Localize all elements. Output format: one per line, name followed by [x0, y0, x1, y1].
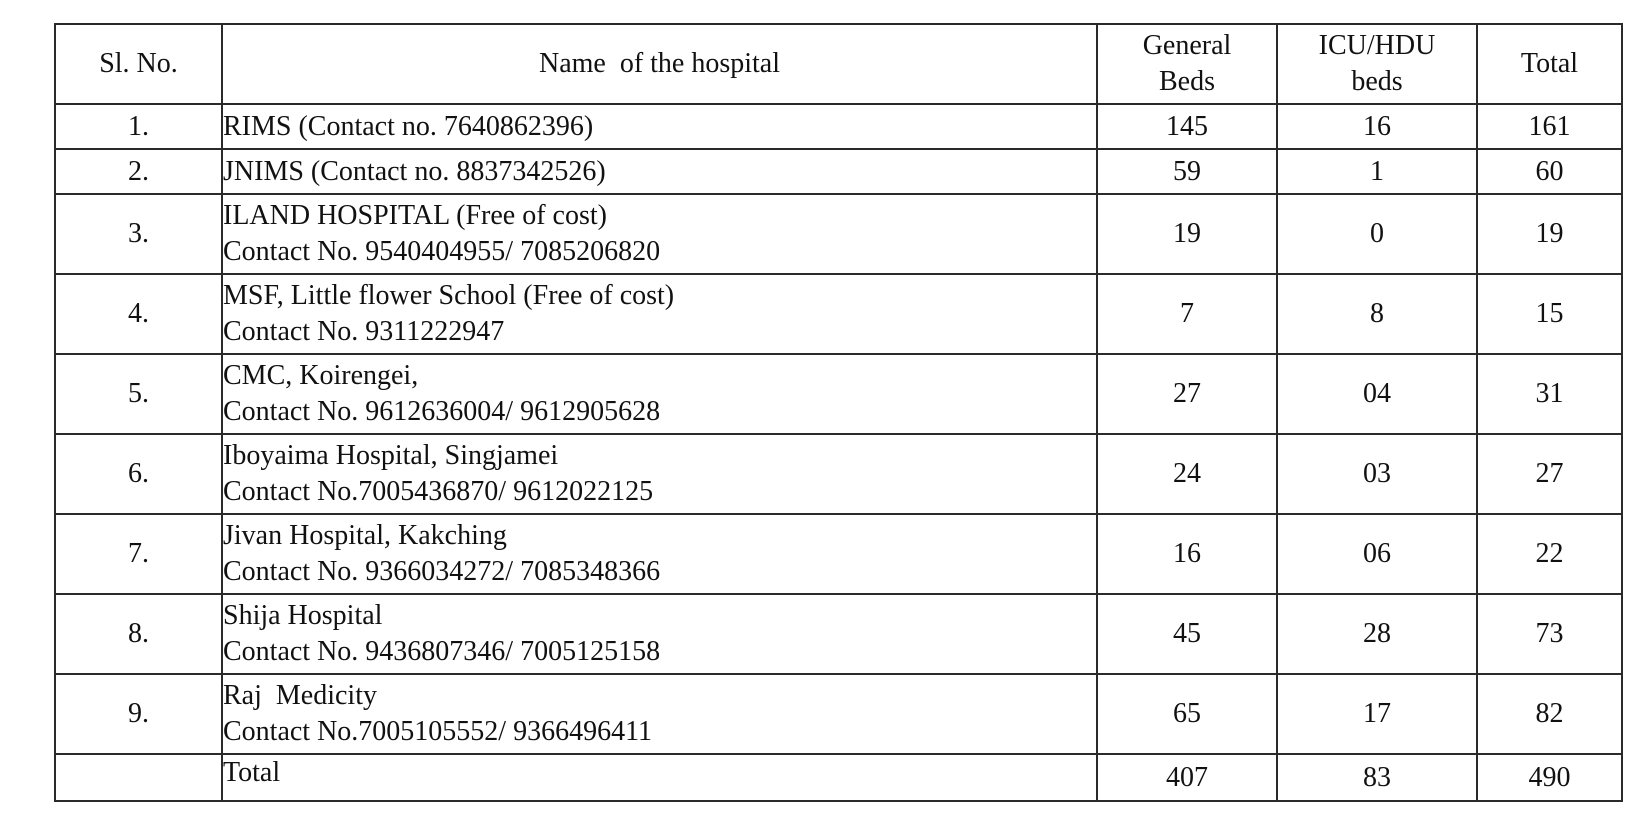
total-beds-cell: 60 — [1477, 149, 1622, 194]
total-label-cell: Total — [222, 754, 1097, 801]
header-icu-hdu-beds-line-1: ICU/HDU — [1318, 30, 1436, 61]
sl-no-cell: 6. — [55, 434, 222, 514]
header-hospital-name: Name of the hospital — [222, 24, 1097, 104]
header-sl-no: Sl. No. — [55, 24, 222, 104]
icu-hdu-beds-cell: 16 — [1277, 104, 1477, 149]
total-row-sl-cell — [55, 754, 222, 801]
grand-total-cell: 490 — [1477, 754, 1622, 801]
general-beds-cell: 65 — [1097, 674, 1277, 754]
total-row — [55, 754, 1622, 801]
header-total: Total — [1477, 24, 1622, 104]
total-beds-cell: 31 — [1477, 354, 1622, 434]
header-general-beds-line-2: Beds — [1159, 66, 1215, 97]
sl-no-cell: 2. — [55, 149, 222, 194]
total-beds-cell: 73 — [1477, 594, 1622, 674]
hospital-name-cell — [222, 194, 1097, 274]
general-beds-cell: 145 — [1097, 104, 1277, 149]
hospital-name-line: Jivan Hospital, Kakching — [223, 520, 507, 551]
hospital-name-line: Shija Hospital — [223, 600, 383, 631]
table-row — [55, 274, 1622, 354]
hospital-name-line: Raj Medicity — [223, 680, 377, 711]
sl-no-cell: 3. — [55, 194, 222, 274]
total-icu-hdu-beds-cell: 83 — [1277, 754, 1477, 801]
table-row — [55, 674, 1622, 754]
icu-hdu-beds-cell: 28 — [1277, 594, 1477, 674]
sl-no-cell: 9. — [55, 674, 222, 754]
table-row — [55, 594, 1622, 674]
hospital-name-cell — [222, 434, 1097, 514]
hospital-name-line: ILAND HOSPITAL (Free of cost) — [223, 200, 607, 231]
icu-hdu-beds-cell: 8 — [1277, 274, 1477, 354]
total-beds-cell: 22 — [1477, 514, 1622, 594]
hospital-contact-line: Contact No.7005436870/ 9612022125 — [223, 476, 654, 507]
icu-hdu-beds-cell: 0 — [1277, 194, 1477, 274]
hospital-name-cell — [222, 274, 1097, 354]
general-beds-cell: 16 — [1097, 514, 1277, 594]
icu-hdu-beds-cell: 03 — [1277, 434, 1477, 514]
icu-hdu-beds-cell: 1 — [1277, 149, 1477, 194]
table-row — [55, 514, 1622, 594]
table-body — [55, 104, 1622, 801]
hospital-contact-line: Contact No. 9612636004/ 9612905628 — [223, 396, 661, 427]
hospital-contact-line: Contact No. 9436807346/ 7005125158 — [223, 636, 661, 667]
total-beds-cell: 27 — [1477, 434, 1622, 514]
hospital-name-cell — [222, 354, 1097, 434]
total-beds-cell: 19 — [1477, 194, 1622, 274]
total-beds-cell: 82 — [1477, 674, 1622, 754]
general-beds-cell: 7 — [1097, 274, 1277, 354]
total-general-beds-cell: 407 — [1097, 754, 1277, 801]
general-beds-cell: 59 — [1097, 149, 1277, 194]
hospital-name-line: RIMS (Contact no. 7640862396) — [223, 110, 594, 142]
sl-no-cell: 5. — [55, 354, 222, 434]
sl-no-cell: 8. — [55, 594, 222, 674]
hospital-name-line: MSF, Little flower School (Free of cost) — [223, 280, 675, 311]
total-beds-cell: 161 — [1477, 104, 1622, 149]
sl-no-cell: 7. — [55, 514, 222, 594]
hospital-contact-line: Contact No. 9366034272/ 7085348366 — [223, 556, 661, 587]
general-beds-cell: 24 — [1097, 434, 1277, 514]
header-icu-hdu-beds — [1277, 24, 1477, 104]
table-row — [55, 194, 1622, 274]
hospital-beds-table — [54, 23, 1623, 802]
sl-no-cell: 4. — [55, 274, 222, 354]
table-row — [55, 104, 1622, 149]
general-beds-cell: 19 — [1097, 194, 1277, 274]
hospital-name-line: JNIMS (Contact no. 8837342526) — [223, 155, 606, 187]
hospital-name-cell — [222, 674, 1097, 754]
hospital-name-cell — [222, 104, 1097, 149]
hospital-contact-line: Contact No. 9540404955/ 7085206820 — [223, 236, 661, 267]
table-row — [55, 434, 1622, 514]
hospital-contact-line: Contact No.7005105552/ 9366496411 — [223, 716, 653, 747]
hospital-name-cell — [222, 149, 1097, 194]
hospital-name-cell — [222, 594, 1097, 674]
icu-hdu-beds-cell: 04 — [1277, 354, 1477, 434]
header-general-beds — [1097, 24, 1277, 104]
hospital-contact-line: Contact No. 9311222947 — [223, 316, 505, 347]
table-row — [55, 149, 1622, 194]
total-beds-cell: 15 — [1477, 274, 1622, 354]
general-beds-cell: 27 — [1097, 354, 1277, 434]
icu-hdu-beds-cell: 06 — [1277, 514, 1477, 594]
general-beds-cell: 45 — [1097, 594, 1277, 674]
sl-no-cell: 1. — [55, 104, 222, 149]
table-header-row — [55, 24, 1622, 104]
icu-hdu-beds-cell: 17 — [1277, 674, 1477, 754]
hospital-name-cell — [222, 514, 1097, 594]
header-general-beds-line-1: General — [1142, 30, 1232, 61]
hospital-name-line: Iboyaima Hospital, Singjamei — [223, 440, 559, 471]
hospital-name-line: CMC, Koirengei, — [223, 360, 419, 391]
table-row — [55, 354, 1622, 434]
header-icu-hdu-beds-line-2: beds — [1351, 66, 1403, 97]
